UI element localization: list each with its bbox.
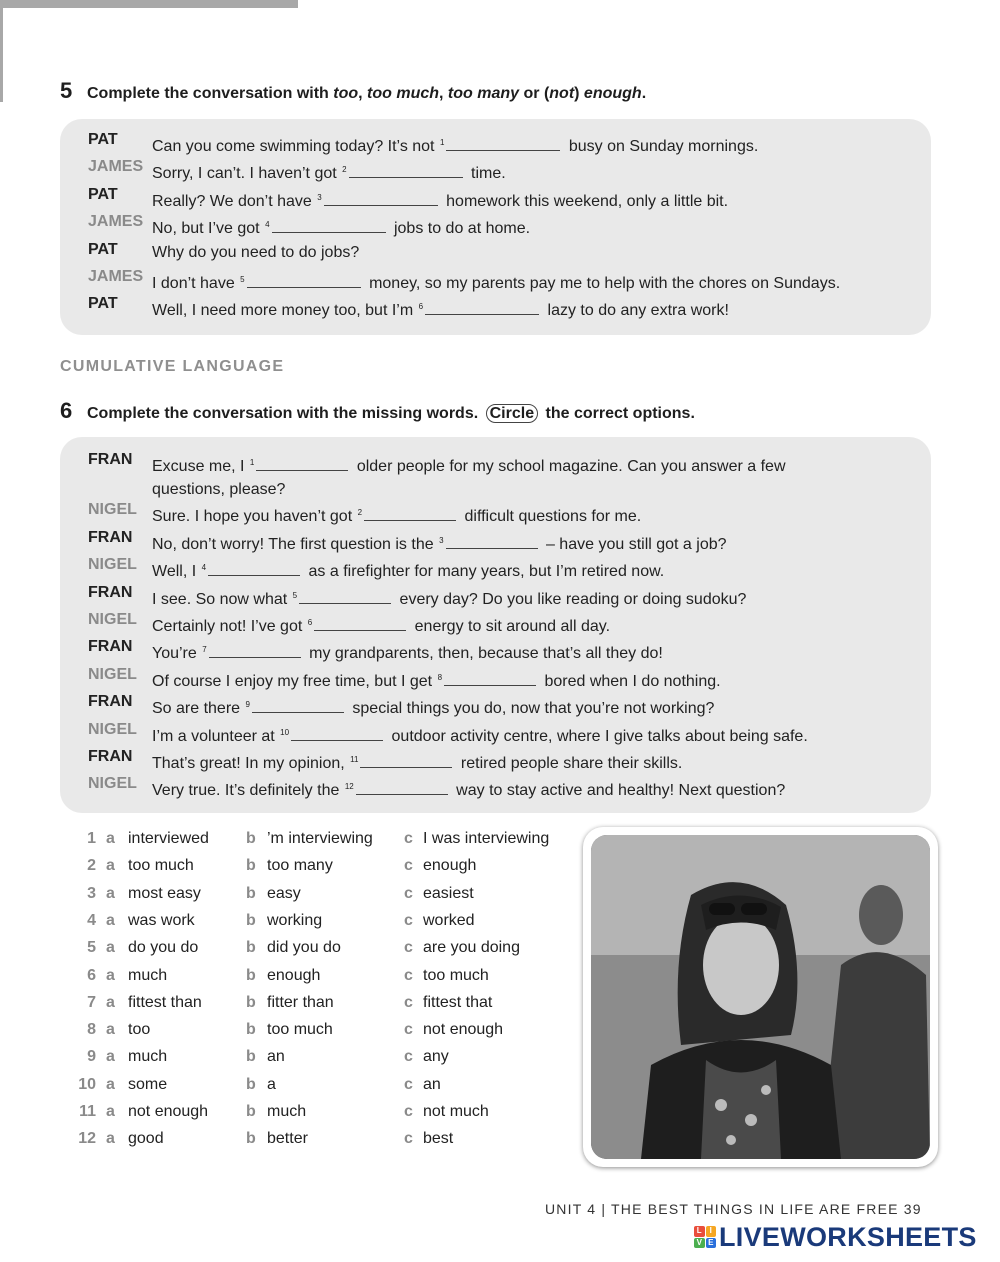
gap-number: 1 [439, 138, 445, 147]
option-number: 9 [87, 1048, 96, 1066]
gap-number: 2 [342, 165, 347, 175]
option-b[interactable]: an [267, 1048, 285, 1066]
speaker-name: FRAN [88, 748, 133, 765]
text-before-gap: That’s great! In my opinion, [152, 755, 350, 772]
option-a[interactable]: much [128, 1048, 168, 1066]
option-letter-c: c [404, 939, 413, 957]
option-letter-c: c [404, 1075, 413, 1093]
option-a[interactable]: do you do [128, 939, 199, 957]
text-after-gap: way to stay active and healthy! Next question? [451, 782, 786, 800]
option-letter-a: a [106, 884, 115, 902]
circle-word: Circle [486, 404, 538, 423]
option-b[interactable]: much [267, 1103, 307, 1120]
text-after-gap: – have you still got a job? [541, 535, 727, 553]
speaker-name: JAMES [88, 158, 144, 176]
option-number: 11 [79, 1103, 96, 1120]
dialogue-line [88, 638, 663, 665]
gap-number: 3 [317, 192, 322, 202]
option-letter-a: a [106, 1075, 115, 1093]
text-after-gap: special things you do, now that you’re not working? [347, 700, 715, 718]
option-c[interactable]: are you doing [423, 939, 520, 957]
gap-number: 5 [292, 590, 298, 600]
dialogue-text [152, 556, 664, 583]
section-title: CUMULATIVE LANGUAGE [60, 358, 285, 375]
option-number: 2 [87, 857, 96, 875]
option-letter-b: b [246, 939, 256, 957]
option-a[interactable]: much [128, 966, 168, 984]
dialogue-line [88, 611, 610, 638]
dialogue-line [88, 748, 682, 775]
dialogue-text [152, 666, 721, 693]
option-a[interactable]: good [128, 1130, 164, 1148]
exercise-6-instruction: Complete the conversation with the missing words. Circle the correct options. [87, 405, 695, 422]
option-c[interactable]: too much [423, 966, 489, 984]
gap-number: 11 [350, 755, 359, 764]
option-letter-a: a [106, 939, 115, 957]
option-number: 3 [87, 884, 96, 902]
dialogue-text [152, 693, 714, 720]
option-a[interactable]: not enough [128, 1103, 209, 1120]
option-b[interactable]: fitter than [267, 993, 334, 1011]
speaker-name: FRAN [88, 638, 133, 656]
option-b[interactable]: too many [267, 857, 333, 875]
dialogue-text [152, 611, 610, 638]
text-before-gap: Very true. It’s definitely the [152, 782, 344, 800]
answer-gap[interactable] [314, 617, 406, 631]
speaker-name: FRAN [88, 583, 133, 601]
dialogue-line [88, 556, 664, 583]
text-after-gap: outdoor activity centre, where I give talks about being safe. [387, 727, 808, 745]
speaker-name: PAT [88, 240, 118, 258]
text-before-gap: Well, I [152, 563, 201, 581]
text-after-gap: time. [466, 165, 506, 183]
text-before-gap: Really? We don’t have [152, 192, 317, 210]
option-c[interactable]: any [423, 1048, 449, 1066]
speaker-name: FRAN [88, 693, 133, 711]
option-number: 12 [78, 1130, 96, 1148]
option-letter-b: b [246, 1103, 256, 1120]
text-after-gap: money, so my parents pay me to help with the chores on Sundays. [364, 275, 841, 292]
speaker-name: NIGEL [88, 720, 137, 738]
answer-gap[interactable] [256, 457, 348, 471]
option-c[interactable]: worked [423, 911, 475, 929]
text-after-gap: bored when I do nothing. [540, 672, 721, 690]
speaker-name: FRAN [88, 528, 133, 546]
option-letter-b: b [246, 1075, 256, 1093]
gap-number: 10 [280, 727, 290, 737]
photo-illustration [591, 835, 930, 1159]
dialogue-line [88, 158, 506, 185]
answer-gap[interactable] [324, 192, 438, 206]
text-after-gap: my grandparents, then, because that’s all they do! [304, 645, 663, 663]
option-c[interactable]: an [423, 1075, 441, 1093]
option-letter-c: c [404, 1021, 413, 1039]
option-letter-b: b [246, 966, 256, 984]
text-before-gap: No, don’t worry! The first question is the [152, 535, 439, 553]
option-b[interactable]: too much [267, 1021, 333, 1039]
option-c[interactable]: enough [423, 857, 477, 875]
option-letter-c: c [404, 830, 413, 847]
logo-text: LIVEWORKSHEETS [719, 1221, 977, 1252]
gap-number: 8 [437, 672, 443, 682]
option-b[interactable]: did you do [267, 939, 341, 957]
answer-gap[interactable] [272, 219, 386, 233]
option-letter-a: a [106, 1021, 115, 1039]
option-letter-b: b [246, 1048, 256, 1066]
text-before-gap: Sorry, I can’t. I haven’t got [152, 165, 342, 183]
option-b[interactable]: enough [267, 966, 321, 984]
answer-gap[interactable] [425, 301, 539, 315]
speaker-name: JAMES [88, 213, 144, 231]
text-before-gap: Can you come swimming today? It’s not [152, 138, 439, 155]
dialogue-line [88, 186, 728, 213]
option-letter-b: b [246, 830, 256, 847]
text-before-gap: Excuse me, I [152, 458, 249, 475]
answer-gap[interactable] [444, 672, 536, 686]
dialogue-text [152, 295, 729, 322]
option-number: 6 [87, 966, 96, 984]
speaker-name: NIGEL [88, 501, 137, 519]
speaker-name: PAT [88, 185, 118, 203]
speaker-name: NIGEL [88, 611, 137, 628]
exercise-5-instruction: Complete the conversation with too, too much, too many or (not) enough. [87, 85, 647, 102]
dialogue-line [88, 775, 785, 802]
dialogue-line [88, 451, 786, 501]
logo-badge-icon: L I V E [694, 1226, 716, 1248]
text-before-gap: No, but I’ve got [152, 220, 265, 238]
exercise-number: 6 [60, 398, 73, 423]
option-number: 4 [87, 911, 96, 929]
dialogue-line [88, 131, 758, 158]
dialogue-text [152, 213, 530, 240]
option-b[interactable]: working [267, 911, 323, 929]
speaker-name: JAMES [88, 268, 144, 285]
answer-gap[interactable] [446, 535, 538, 549]
gap-number: 2 [357, 508, 363, 518]
option-c[interactable]: not much [423, 1103, 489, 1120]
answer-gap[interactable] [209, 644, 301, 658]
text-before-gap: I see. So now what [152, 590, 292, 608]
speaker-name: PAT [88, 131, 118, 148]
photo-of-young-woman-icon [591, 835, 930, 1159]
text-after-gap: as a firefighter for many years, but I’m retired now. [304, 563, 665, 581]
option-letter-b: b [246, 911, 256, 929]
option-letter-a: a [106, 1103, 115, 1120]
speaker-name: FRAN [88, 451, 133, 468]
answer-gap[interactable] [364, 507, 456, 521]
text-after-gap: homework this weekend, only a little bit. [441, 192, 729, 210]
option-letter-a: a [106, 911, 115, 929]
option-c[interactable]: not enough [423, 1021, 504, 1039]
option-a[interactable]: most easy [128, 884, 201, 902]
photo-frame [583, 827, 938, 1167]
text-after-gap: busy on Sunday mornings. [564, 138, 759, 155]
dialogue-line [88, 268, 840, 295]
speaker-name: PAT [88, 295, 118, 313]
text-before-gap: I don’t have [152, 275, 240, 292]
dialogue-text [152, 158, 506, 185]
option-a[interactable]: too much [128, 857, 194, 875]
answer-gap[interactable] [299, 590, 391, 604]
answer-gap[interactable] [446, 137, 560, 151]
text-before-gap: I’m a volunteer at [152, 727, 280, 745]
text-after-gap: jobs to do at home. [389, 220, 531, 238]
dialogue-text [152, 638, 663, 665]
exercise-5-dialogue-box [60, 119, 931, 335]
answer-gap[interactable] [291, 727, 383, 741]
dialogue-line [88, 295, 729, 322]
option-letter-a: a [106, 1130, 115, 1148]
gap-number: 4 [265, 220, 270, 230]
answer-gap[interactable] [208, 562, 300, 576]
option-b[interactable]: easy [267, 884, 301, 902]
answer-gap[interactable] [252, 699, 344, 713]
dialogue-line [88, 584, 746, 611]
dialogue-text [152, 501, 641, 528]
dialogue-line [88, 241, 359, 264]
answer-gap[interactable] [247, 274, 361, 288]
text-after-gap: difficult questions for me. [460, 508, 642, 526]
dialogue-line [88, 721, 808, 748]
liveworksheets-logo [694, 1222, 977, 1252]
option-a[interactable]: fittest than [128, 993, 202, 1011]
text-after-gap: energy to sit around all day. [410, 618, 611, 635]
text-after-gap: every day? Do you like reading or doing sudoku? [395, 590, 747, 608]
text-before-gap: Sure. I hope you haven’t got [152, 508, 357, 526]
gap-number: 6 [307, 618, 313, 627]
option-a[interactable]: some [128, 1075, 168, 1093]
option-letter-c: c [404, 884, 413, 902]
option-letter-a: a [106, 830, 115, 847]
gap-number: 1 [249, 458, 255, 467]
gap-number: 12 [344, 782, 354, 792]
option-letter-c: c [404, 966, 413, 984]
dialogue-line [88, 666, 721, 693]
dialogue-text [152, 584, 746, 611]
exercise-number: 5 [60, 78, 73, 103]
option-letter-c: c [404, 911, 413, 929]
top-rule [0, 0, 298, 8]
option-number: 5 [87, 939, 96, 957]
option-letter-b: b [246, 1130, 256, 1148]
exercise-6-dialogue-box [60, 437, 931, 813]
dialogue-line [88, 529, 727, 556]
dialogue-text [152, 268, 840, 295]
option-a[interactable]: too [128, 1021, 151, 1039]
option-b[interactable]: better [267, 1130, 308, 1148]
option-number: 7 [87, 993, 96, 1011]
option-number: 8 [87, 1021, 96, 1039]
option-b[interactable]: ’m interviewing [267, 830, 373, 847]
speaker-name: NIGEL [88, 556, 137, 574]
option-letter-b: b [246, 993, 256, 1011]
gap-number: 4 [201, 563, 207, 573]
text-before-gap: You’re [152, 645, 202, 663]
option-letter-a: a [106, 857, 115, 875]
speaker-name: NIGEL [88, 665, 137, 683]
option-letter-b: b [246, 857, 256, 875]
option-c[interactable]: fittest that [423, 993, 493, 1011]
dialogue-text [152, 131, 758, 158]
option-c[interactable]: best [423, 1130, 454, 1148]
option-letter-c: c [404, 857, 413, 875]
option-c[interactable]: I was interviewing [423, 830, 550, 847]
text-after-gap: lazy to do any extra work! [543, 302, 729, 320]
option-a[interactable]: was work [128, 911, 195, 929]
left-rule [0, 0, 3, 102]
option-letter-b: b [246, 884, 256, 902]
dialogue-text [152, 529, 727, 556]
gap-number: 3 [439, 535, 444, 545]
option-letter-c: c [404, 1130, 413, 1148]
gap-number: 5 [240, 275, 245, 284]
text-before-gap: Well, I need more money too, but I’m [152, 302, 418, 320]
answer-gap[interactable] [349, 164, 463, 178]
option-letter-c: c [404, 1103, 413, 1120]
exercise-5-heading [60, 78, 646, 104]
text-before-gap: So are there [152, 700, 245, 718]
text-after-gap: retired people share their skills. [456, 755, 683, 772]
dialogue-text [152, 775, 785, 802]
dialogue-text [152, 186, 728, 213]
option-letter-a: a [106, 966, 115, 984]
text-before-gap: Of course I enjoy my free time, but I get [152, 672, 437, 690]
dialogue-text [152, 241, 359, 264]
option-number: 1 [87, 830, 96, 847]
dialogue-line [88, 693, 714, 720]
option-a[interactable]: interviewed [128, 830, 209, 847]
dialogue-text [152, 721, 808, 748]
option-letter-a: a [106, 993, 115, 1011]
option-c[interactable]: easiest [423, 884, 474, 902]
answer-gap[interactable] [360, 754, 452, 768]
option-number: 10 [78, 1075, 96, 1093]
option-letter-a: a [106, 1048, 115, 1066]
exercise-6-heading [60, 398, 695, 424]
option-letter-c: c [404, 1048, 413, 1066]
dialogue-line [88, 213, 530, 240]
dialogue-text [152, 451, 786, 501]
text-before-gap: Certainly not! I’ve got [152, 618, 307, 635]
gap-number: 9 [245, 700, 250, 710]
page-footer: UNIT 4 | THE BEST THINGS IN LIFE ARE FREE 39 [545, 1201, 922, 1217]
text-after-gap: older people for my school magazine. Can you answer a few [352, 458, 786, 475]
gap-number: 6 [418, 302, 424, 312]
option-letter-c: c [404, 993, 413, 1011]
answer-gap[interactable] [356, 781, 448, 795]
option-b[interactable]: a [267, 1075, 276, 1093]
speaker-name: NIGEL [88, 775, 137, 793]
option-letter-b: b [246, 1021, 256, 1039]
dialogue-line [88, 501, 641, 528]
gap-number: 7 [202, 645, 207, 655]
text-continuation: questions, please? [152, 481, 286, 498]
dialogue-text [152, 748, 682, 775]
line-text: Why do you need to do jobs? [152, 243, 360, 261]
